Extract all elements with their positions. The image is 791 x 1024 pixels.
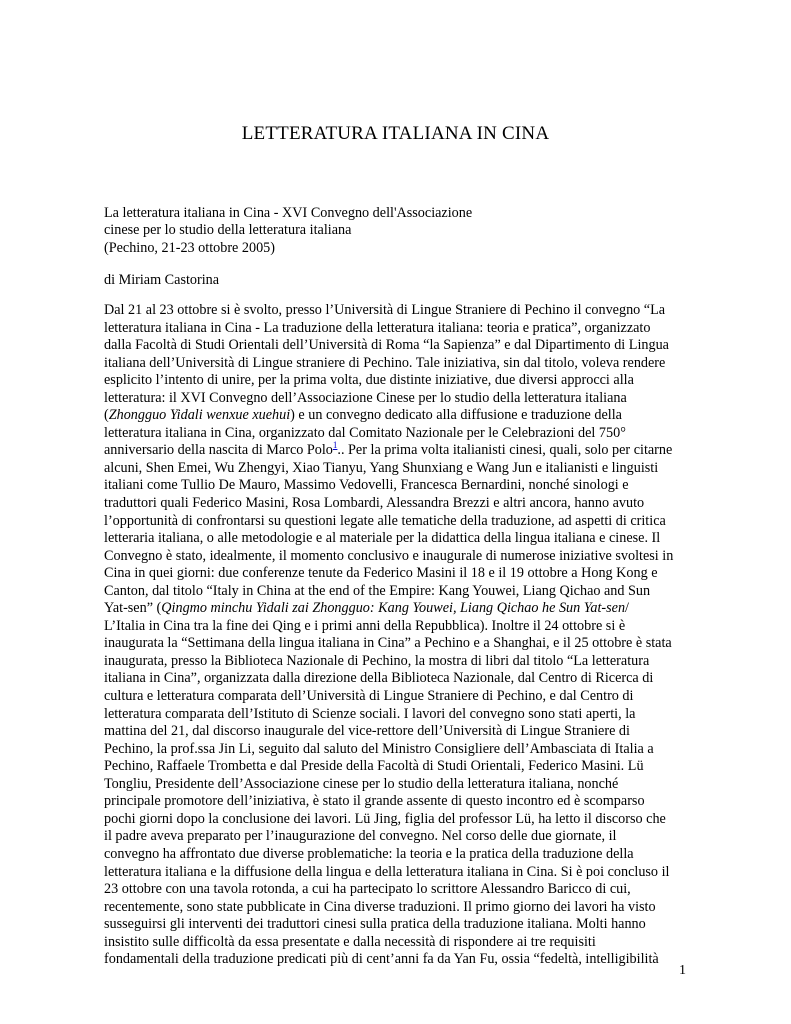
body-line: inaugurata, presso la Biblioteca Nazionale di Pechino, la mostra di libri dal titolo “La letteratura <box>104 652 650 669</box>
footnote-link[interactable]: 1 <box>332 440 338 451</box>
body-line: italiana in Cina”, organizzata dalla direzione della Biblioteca Nazionale, dal Centro di Ricerca di <box>104 670 654 687</box>
body-line <box>104 442 704 460</box>
body-line: inaugurata la “Settimana della lingua italiana in Cina” a Pechino e a Shanghai, e il 25 ottobre è stata <box>104 635 672 652</box>
body-line: principale promotore dell’iniziativa, è stato il grande assente di questo incontro ed è scomparso <box>104 793 645 810</box>
conference-header <box>104 205 704 257</box>
body-line: l’opportunità di confrontarsi su questioni legate alle tematiche della traduzione, ad aspetti di critica <box>104 512 666 529</box>
body-line <box>104 600 704 618</box>
body-line: 23 ottobre con una tavola rotonda, a cui ha partecipato lo scrittore Alessandro Baricco di cui, <box>104 881 631 898</box>
body-line: il padre aveva preparato per l’inaugurazione del convegno. Nel corso delle due giornate, il <box>104 828 617 845</box>
header-line: (Pechino, 21-23 ottobre 2005) <box>104 239 276 256</box>
body-line: cultura e letteratura comparata dell’Università di Lingue Straniere di Pechino, e dal Centro di <box>104 688 634 705</box>
body-line: pochi giorni dopo la conclusione dei lavori. Lü Jing, figlia del professor Lü, ha letto il discorso che <box>104 810 666 827</box>
text-run: .. Per la prima volta italianisti cinesi, quali, solo per citarne <box>337 442 673 459</box>
body-line: fondamentali della traduzione predicati più di cent’anni fa da Yan Fu, ossia “fedeltà, intelligibilità <box>104 951 659 968</box>
italic-title: Zhongguo Yidali wenxue xuehui <box>108 407 291 424</box>
body-line: recentemente, sono state pubblicate in Cina diverse traduzioni. Il primo giorno dei lavori ha visto <box>104 898 656 915</box>
body-line: italiani come Tullio De Mauro, Massimo Vedovelli, Francesca Bernardini, nonché sinologi e <box>104 477 629 494</box>
body-line: Cina in quei giorni: due conferenze tenute da Federico Masini il 18 e il 19 ottobre a Hong Kong e <box>104 565 658 582</box>
body-line: letteratura italiana in Cina - La traduzione della letteratura italiana: teoria e pratica”, organizzato <box>104 319 651 336</box>
body-line: esplicito l’intento di unire, per la prima volta, due distinte iniziative, due diversi approcci alla <box>104 372 634 389</box>
text-run: ) e un convegno dedicato alla diffusione e traduzione della <box>290 407 622 424</box>
body-line: alcuni, Shen Emei, Wu Zhengyi, Xiao Tianyu, Yang Shunxiang e Wang Jun e italianisti e linguisti <box>104 459 659 476</box>
header-line: La letteratura italiana in Cina - XVI Convegno dell'Associazione <box>104 205 473 221</box>
body-line: dalla Facoltà di Studi Orientali dell’Università di Roma “la Sapienza” e dal Dipartimento di Lingua <box>104 337 669 354</box>
body-line: letteratura italiana in Cina, organizzato dal Comitato Nazionale per le Celebrazioni del 750° <box>104 424 626 441</box>
header-line: cinese per lo studio della letteratura italiana <box>104 222 352 239</box>
body-line: italiana dell’Università di Lingue straniere di Pechino. Tale iniziativa, sin dal titolo, voleva rendere <box>104 354 666 371</box>
body-line: letteratura: il XVI Convegno dell’Associazione Cinese per lo studio della letteratura italiana <box>104 389 627 406</box>
body-line: insistito sulle difficoltà da essa presentate e dalla necessità di rispondere ai tre requisiti <box>104 933 596 950</box>
body-line: Pechino, la prof.ssa Jin Li, seguito dal saluto del Ministro Consigliere dell’Ambasciata di Italia a <box>104 740 654 757</box>
body-line <box>104 407 704 425</box>
body-line: letteratura italiana e la diffusione della lingua e della letteratura italiana in Cina. Si è poi concluso il <box>104 863 670 880</box>
body-line: L’Italia in Cina tra la fine dei Qing e i primi anni della Repubblica). Inoltre il 24 ottobre si è <box>104 617 626 634</box>
text-run: / <box>625 600 629 617</box>
body-line: Convegno è stato, idealmente, il momento conclusivo e inaugurale di numerose iniziative svoltesi in <box>104 547 674 564</box>
italic-title: Qingmo minchu Yidali zai Zhongguo: Kang Youwei, Liang Qichao he Sun Yat-sen <box>161 600 626 617</box>
body-line: convegno ha affrontato due diverse problematiche: la teoria e la pratica della traduzione della <box>104 845 634 862</box>
body-line: mattina del 21, dal discorso inaugurale del vice-rettore dell’Università di Lingue Straniere di <box>104 723 630 740</box>
document-title: LETTERATURA ITALIANA IN CINA <box>241 123 550 144</box>
body-line: susseguirsi gli interventi dei traduttori cinesi sulla pratica della traduzione italiana. Molti hanno <box>104 916 646 933</box>
body-line: Dal 21 al 23 ottobre si è svolto, presso l’Università di Lingue Straniere di Pechino il convegno “La <box>104 302 666 318</box>
author-line: di Miriam Castorina <box>104 272 220 288</box>
page-number: 1 <box>679 963 686 978</box>
body-line: Pechino, Raffaele Trombetta e dal Preside della Facoltà di Studi Orientali, Federico Masini. Lü <box>104 758 644 775</box>
body-paragraph <box>104 302 704 969</box>
text-run: Yat-sen” ( <box>104 600 162 617</box>
body-line: Tongliu, Presidente dell’Associazione cinese per lo studio della letteratura italiana, nonché <box>104 775 619 792</box>
body-line: letteratura comparata dell’Istituto di Scienze sociali. I lavori del convegno sono stati aperti, la <box>104 705 636 722</box>
text-run: anniversario della nascita di Marco Polo <box>104 442 333 459</box>
body-line: Canton, dal titolo “Italy in China at the end of the Empire: Kang Youwei, Liang Qichao and Sun <box>104 582 651 599</box>
body-line: letteraria italiana, o alle metodologie e al materiale per la didattica della lingua italiana e cinese. Il <box>104 530 661 547</box>
text-run: ( <box>104 407 109 424</box>
body-line: traduttori quali Federico Masini, Rosa Lombardi, Alessandra Brezzi e altri ancora, hanno avuto <box>104 495 645 512</box>
